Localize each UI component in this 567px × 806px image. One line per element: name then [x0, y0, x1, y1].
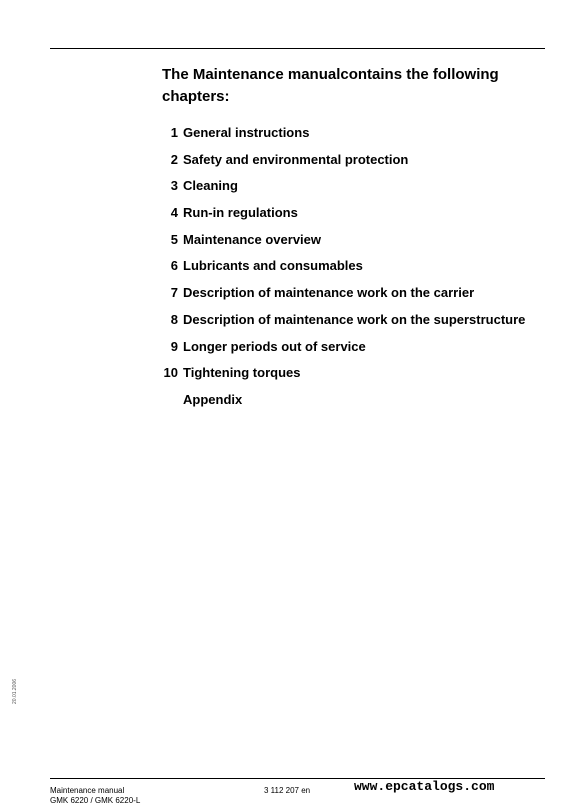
chapter-title: Description of maintenance work on the superstructure: [183, 311, 526, 327]
chapter-item: [150, 311, 525, 338]
footer-doc-number: 3 112 207 en: [264, 786, 311, 795]
chapter-title: Cleaning: [183, 178, 238, 194]
chapter-item: [150, 231, 525, 258]
chapter-number: 3: [170, 178, 178, 194]
footer-manual-title: Maintenance manual: [50, 786, 125, 795]
chapter-item: [150, 151, 525, 178]
chapter-item: [150, 257, 525, 284]
footer-model: GMK 6220 / GMK 6220-L: [50, 796, 141, 805]
chapter-title: Safety and environmental protection: [183, 151, 409, 167]
page-heading: The Maintenance manualcontains the following chapters:: [162, 66, 499, 105]
chapter-title: Longer periods out of service: [183, 338, 366, 354]
chapter-number: 6: [170, 258, 178, 274]
chapter-item: [150, 284, 525, 311]
chapter-number: 4: [170, 205, 178, 221]
chapter-title: General instructions: [183, 125, 310, 140]
chapter-number: 5: [170, 231, 178, 247]
chapter-title: Lubricants and consumables: [183, 258, 363, 274]
chapter-item: [150, 338, 525, 365]
chapter-title: Maintenance overview: [183, 231, 321, 247]
chapter-title: Tightening torques: [183, 365, 301, 381]
watermark-url[interactable]: www.epcatalogs.com: [354, 779, 495, 794]
chapter-number: 9: [170, 338, 178, 354]
chapter-number: 7: [170, 285, 178, 301]
chapter-list: [150, 124, 525, 418]
chapter-item: [150, 124, 525, 151]
chapter-item: [150, 391, 525, 418]
footer-left: [50, 786, 140, 806]
chapter-title: Appendix: [183, 391, 243, 407]
chapter-number: 1: [170, 125, 178, 140]
chapter-item: [150, 177, 525, 204]
chapter-title: Description of maintenance work on the carrier: [183, 285, 475, 301]
top-rule: [50, 48, 545, 49]
chapter-item: [150, 204, 525, 231]
side-date: 20.01.2006: [12, 678, 18, 704]
chapter-number: 2: [170, 151, 178, 167]
chapter-number: 10: [163, 365, 178, 381]
chapter-title: Run-in regulations: [183, 205, 298, 221]
chapter-number: 8: [170, 311, 178, 327]
chapter-item: [150, 364, 525, 391]
